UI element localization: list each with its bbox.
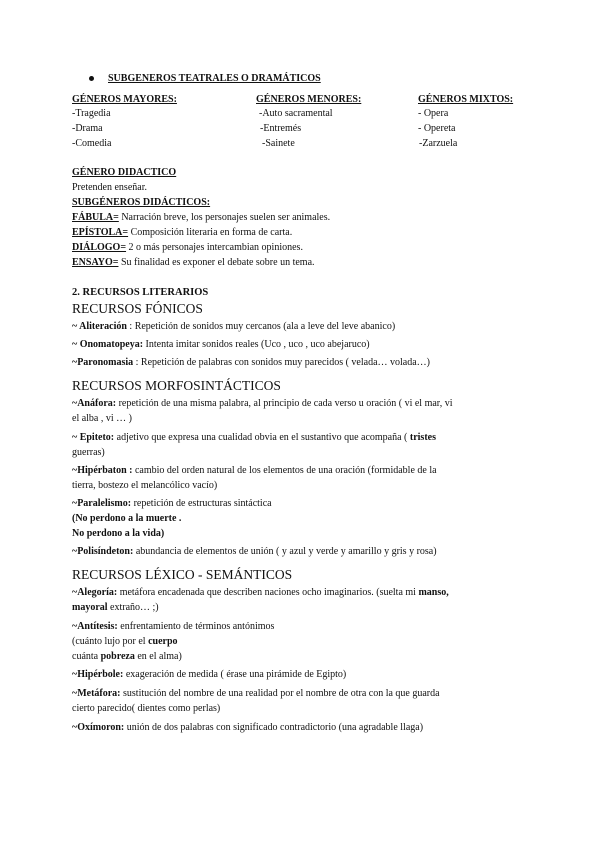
example-text: cuánta <box>72 651 101 662</box>
definition: repetición de estructuras sintáctica <box>131 498 272 509</box>
definition: exageración de medida ( érase una pirámide de Egipto) <box>123 669 347 680</box>
definition: sustitución del nombre de una realidad por el nombre de otra con la que guarda <box>120 688 440 699</box>
morfo-item-paralelismo <box>72 497 272 511</box>
col-mixtos-header: GÉNEROS MIXTOS: <box>418 94 514 105</box>
term: ~ Onomatopeya: <box>72 339 144 350</box>
didactico-desc: Pretenden enseñar. <box>72 182 147 193</box>
term: ~Alegoría: <box>72 587 118 598</box>
definition: enfrentamiento de términos antónimos <box>117 621 275 632</box>
term: ~Oxímoron: <box>72 722 125 733</box>
term: FÁBULA= <box>72 212 119 223</box>
term: ENSAYO= <box>72 257 119 268</box>
term: ~Polisíndeton: <box>72 546 134 557</box>
didactico-item-ensayo <box>72 256 315 270</box>
definition: 2 o más personajes intercambian opiniones. <box>126 242 303 253</box>
didactico-subtitle: SUBGÉNEROS DIDÁCTICOS: <box>72 197 211 208</box>
definition: repetición de una misma palabra, al principio de cada verso u oración ( vi el mar, vi <box>116 398 453 409</box>
morfo-item-paralelismo-example: No perdono a la vida) <box>72 528 165 539</box>
col-mixtos-item: - Opereta <box>418 123 456 134</box>
didactico-item-epistola <box>72 226 292 240</box>
fonicos-item-onomatopeya <box>72 338 370 352</box>
definition: abundancia de elementos de unión ( y azul y verde y amarillo y gris y rosa) <box>133 546 437 557</box>
col-mayores-item: -Tragedia <box>72 108 111 119</box>
lexico-item-alegoria-cont <box>72 601 159 615</box>
definition: Su finalidad es exponer el debate sobre un tema. <box>118 257 315 268</box>
term: ~Antítesis: <box>72 621 118 632</box>
morfo-item-anafora <box>72 397 453 411</box>
example-bold: tristes <box>409 432 436 443</box>
lexico-item-metafora-cont: cierto parecido( dientes como perlas) <box>72 703 221 714</box>
definition: Composición literaria en forma de carta. <box>128 227 293 238</box>
col-menores-item: -Auto sacramental <box>259 108 333 119</box>
lexico-item-hiperbole <box>72 668 346 682</box>
definition: cambio del orden natural de los elementos de una oración (formidable de la <box>132 465 437 476</box>
morfo-item-epiteto-cont: guerras) <box>72 447 105 458</box>
col-menores-item: -Sainete <box>262 138 295 149</box>
morfo-title: RECURSOS MORFOSINTÁCTICOS <box>72 378 281 393</box>
morfo-item-polisindeton <box>72 545 437 559</box>
section-title: 2. RECURSOS LITERARIOS <box>72 287 209 298</box>
definition: adjetivo que expresa una cualidad obvia en el sustantivo que acompaña ( <box>114 432 408 443</box>
fonicos-title: RECURSOS FÓNICOS <box>72 301 203 316</box>
example-text: en el alma) <box>134 651 182 662</box>
col-mixtos-item: -Zarzuela <box>419 138 458 149</box>
definition: : Repetición de palabras con sonidos muy parecidos ( velada… volada…) <box>133 357 430 368</box>
morfo-item-hiperbaton <box>72 464 437 478</box>
didactico-title: GÉNERO DIDACTICO <box>72 167 177 178</box>
term: ~ Epiteto: <box>72 432 115 443</box>
term: ~Paralelismo: <box>72 498 132 509</box>
bullet-icon <box>89 76 94 81</box>
term: ~Hipérbaton : <box>72 465 133 476</box>
term: ~Anáfora: <box>72 398 117 409</box>
example-bold: manso, <box>418 587 449 598</box>
col-mixtos-item: - Opera <box>418 108 449 119</box>
term: ~Metáfora: <box>72 688 121 699</box>
col-menores-header: GÉNEROS MENORES: <box>256 94 362 105</box>
lexico-item-antitesis-example <box>72 635 178 649</box>
col-mayores-header: GÉNEROS MAYORES: <box>72 94 177 105</box>
example-bold: pobreza <box>100 651 135 662</box>
lexico-item-oximoron <box>72 721 423 735</box>
col-menores-item: -Entremés <box>260 123 302 134</box>
example-bold: mayoral <box>72 602 108 613</box>
definition: metáfora encadenada que describen naciones ocho imaginarios. (suelta mi <box>117 587 416 598</box>
subgeneros-title: SUBGENEROS TEATRALES O DRAMÁTICOS <box>108 73 321 84</box>
morfo-item-anafora-cont: el alba , vi … ) <box>72 413 132 424</box>
lexico-item-antitesis <box>72 620 274 634</box>
term: EPÍSTOLA= <box>72 227 129 238</box>
term: DIÁLOGO= <box>72 242 127 253</box>
term: ~Paronomasia <box>72 357 134 368</box>
morfo-item-hiperbaton-cont: tierra, bostezo el melancólico vacío) <box>72 480 218 491</box>
definition: extraño… ;) <box>107 602 159 613</box>
term: ~ Aliteración <box>72 321 127 332</box>
lexico-item-antitesis-example <box>72 650 182 664</box>
definition: Intenta imitar sonidos reales (Uco , uco , uco abejaruco) <box>143 339 370 350</box>
col-mayores-item: -Comedia <box>72 138 112 149</box>
didactico-item-dialogo <box>72 241 303 255</box>
morfo-item-epiteto <box>72 431 436 445</box>
morfo-item-paralelismo-example: (No perdono a la muerte . <box>72 513 182 524</box>
example-bold: cuerpo <box>148 636 178 647</box>
example-text: (cuánto lujo por el <box>72 636 149 647</box>
fonicos-item-aliteracion <box>72 320 395 334</box>
lexico-item-alegoria <box>72 586 449 600</box>
didactico-item-fabula <box>72 211 330 225</box>
definition: unión de dos palabras con significado contradictorio (una agradable llaga) <box>124 722 424 733</box>
lexico-item-metafora <box>72 687 440 701</box>
lexico-title: RECURSOS LÉXICO - SEMÁNTICOS <box>72 567 293 582</box>
definition: : Repetición de sonidos muy cercanos (ala a leve del leve abanico) <box>126 321 396 332</box>
fonicos-item-paronomasia <box>72 356 430 370</box>
col-mayores-item: -Drama <box>72 123 103 134</box>
term: ~Hipérbole: <box>72 669 124 680</box>
definition: Narración breve, los personajes suelen ser animales. <box>118 212 331 223</box>
